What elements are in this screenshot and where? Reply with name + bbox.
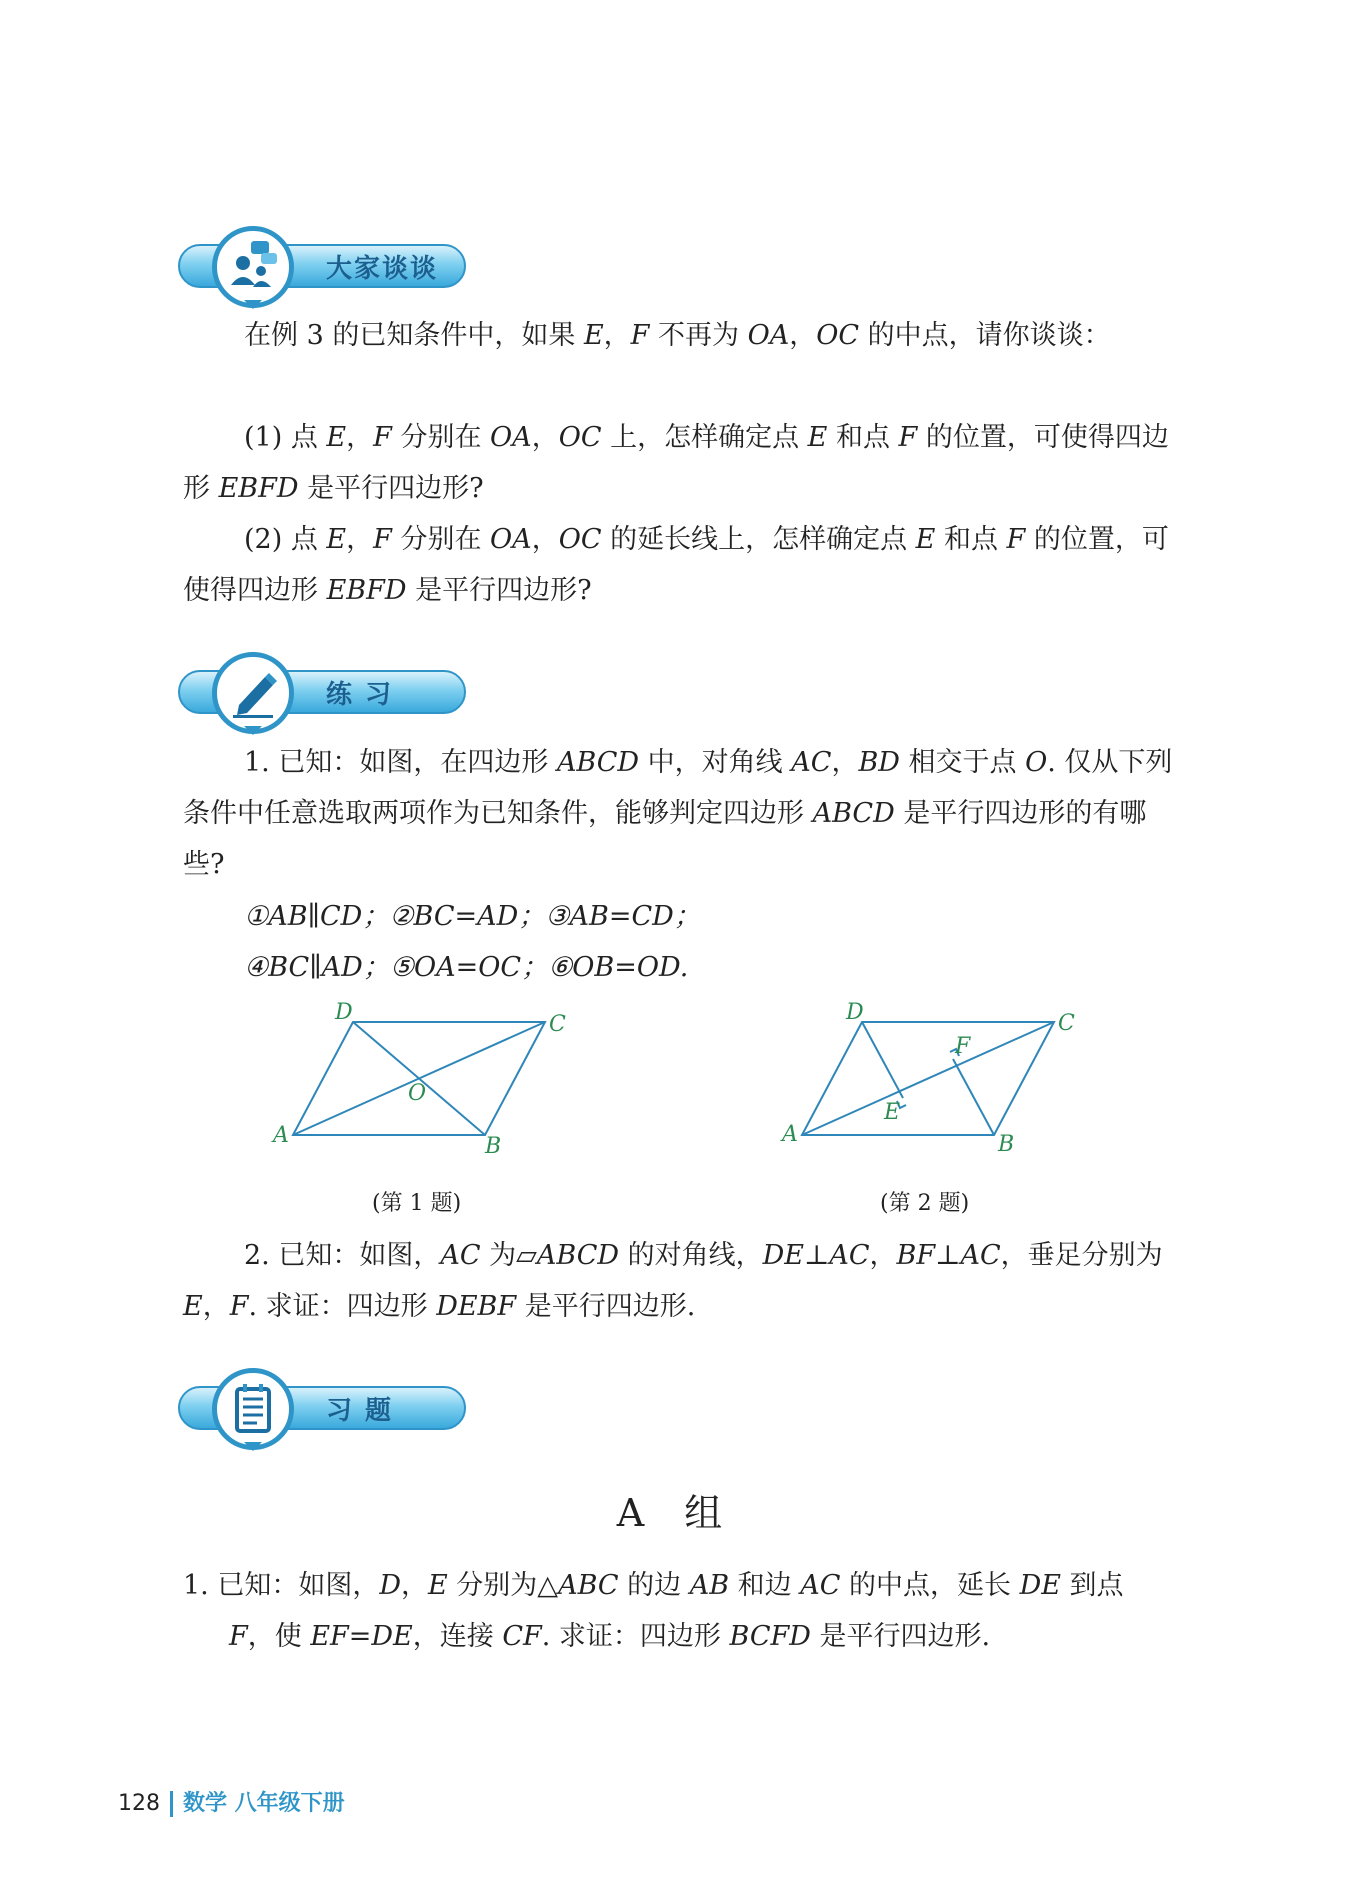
fig1-label-B: B <box>485 1134 502 1155</box>
banner-label: 大家谈谈 <box>326 254 439 284</box>
fig2-label-F: F <box>955 1034 971 1059</box>
banner-arrow <box>244 1442 262 1451</box>
discuss-question-1: (1) 点 E，F 分别在 OA，OC 上，怎样确定点 E 和点 F 的位置，可使得四边形 EBFD 是平行四边形? <box>183 422 1169 504</box>
fig2-label-C: C <box>1058 1011 1075 1036</box>
fig2-label-E: E <box>884 1100 901 1125</box>
banner-arrow <box>244 726 262 735</box>
page-footer <box>118 1786 345 1817</box>
fig1-label-D: D <box>335 1000 353 1025</box>
fig2-label-B: B <box>998 1132 1015 1155</box>
footer-book-title: 数学 八年级下册 <box>183 1791 345 1816</box>
banner-label: 习 题 <box>326 1396 394 1426</box>
fig1-label-A: A <box>273 1123 289 1148</box>
group-a-title: A 组 <box>616 1491 737 1535</box>
conditions-line-2: ④BC∥AD；⑤OA=OC；⑥OB=OD. <box>244 952 689 983</box>
figure-2-caption: (第 2 题) <box>880 1191 970 1216</box>
banner-practice <box>178 662 470 718</box>
fig1-label-O: O <box>408 1081 427 1106</box>
banner-exercises <box>178 1378 470 1434</box>
practice-question-1: 1. 已知：如图，在四边形 ABCD 中，对角线 AC，BD 相交于点 O. 仅从下列条件中任意选取两项作为已知条件，能够判定四边形 ABCD 是平行四边形的有哪些? <box>183 747 1173 880</box>
figure-1-caption: (第 1 题) <box>372 1191 462 1216</box>
discuss-question-2: (2) 点 E，F 分别在 OA，OC 的延长线上，怎样确定点 E 和点 F 的位置，可使得四边形 EBFD 是平行四边形? <box>183 524 1169 606</box>
fig2-label-A: A <box>782 1122 798 1147</box>
figure-2 <box>780 995 1100 1155</box>
banner-arrow <box>244 300 262 309</box>
page-number: 128 <box>118 1791 160 1816</box>
people-chat-icon <box>212 226 294 308</box>
exercise-1: 1. 已知：如图，D，E 分别为△ABC 的边 AB 和边 AC 的中点，延长 DE 到点 F，使 EF=DE，连接 CF. 求证：四边形 BCFD 是平行四边形. <box>183 1570 1124 1652</box>
discuss-intro: 在例 3 的已知条件中，如果 E，F 不再为 OA，OC 的中点，请你谈谈： <box>244 320 1111 351</box>
banner-discuss <box>178 236 470 292</box>
pencil-icon <box>212 652 294 734</box>
footer-divider <box>170 1791 173 1817</box>
fig1-label-C: C <box>549 1012 566 1037</box>
figure-1 <box>265 995 585 1155</box>
notepad-icon <box>212 1368 294 1450</box>
fig2-label-D: D <box>846 1000 864 1025</box>
practice-question-2: 2. 已知：如图，AC 为▱ABCD 的对角线，DE⊥AC，BF⊥AC，垂足分别为 E，F. 求证：四边形 DEBF 是平行四边形. <box>183 1240 1163 1322</box>
banner-label: 练 习 <box>326 680 394 710</box>
conditions-line-1: ①AB∥CD；②BC=AD；③AB=CD； <box>244 901 701 932</box>
